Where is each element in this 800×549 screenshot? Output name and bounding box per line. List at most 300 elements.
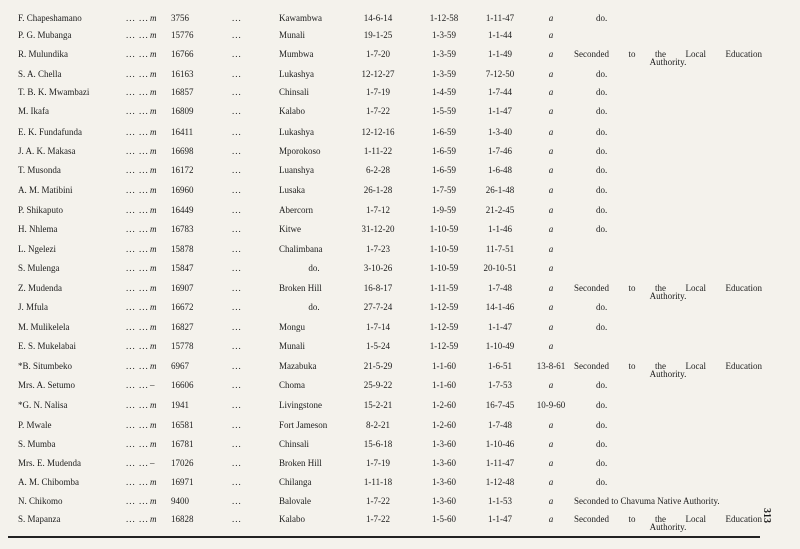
sex-marker: m bbox=[150, 205, 157, 215]
leader-dots: ... bbox=[232, 302, 242, 312]
date-appointed: 1-3-59 bbox=[432, 69, 456, 79]
table-row bbox=[0, 356, 800, 379]
leader-dots: ... ... bbox=[126, 496, 149, 506]
class-marker: a bbox=[548, 496, 554, 506]
sex-marker: m bbox=[150, 400, 157, 410]
class-marker: a bbox=[548, 185, 554, 195]
remarks: do. bbox=[596, 185, 608, 195]
leader-dots: ... ... bbox=[126, 146, 149, 156]
sex-marker: m bbox=[150, 439, 157, 449]
remarks: do. bbox=[596, 458, 608, 468]
remarks: do. bbox=[596, 302, 608, 312]
leader-dots: ... bbox=[232, 458, 242, 468]
leader-dots: ... ... bbox=[126, 458, 149, 468]
leader-dots: ... bbox=[232, 420, 242, 430]
leader-dots: ... ... bbox=[126, 302, 149, 312]
remarks-continuation: Authority. bbox=[649, 369, 687, 379]
leader-dots: ... bbox=[232, 127, 242, 137]
file-number: 16809 bbox=[171, 106, 194, 116]
date-first-appointment: 1-1-46 bbox=[488, 224, 512, 234]
date-first-appointment: 1-11-47 bbox=[485, 458, 515, 468]
file-number: 15847 bbox=[171, 263, 194, 273]
retirement-date: 10-9-60 bbox=[536, 400, 566, 410]
sex-marker: m bbox=[150, 146, 157, 156]
date-appointed: 1-10-59 bbox=[429, 263, 459, 273]
date-of-birth: 15-2-21 bbox=[363, 400, 393, 410]
date-first-appointment: 1-6-51 bbox=[488, 361, 512, 371]
officer-name: S. Mulenga bbox=[18, 263, 60, 273]
date-appointed: 1-10-59 bbox=[429, 224, 459, 234]
file-number: 16857 bbox=[171, 87, 194, 97]
date-appointed: 1-3-60 bbox=[432, 496, 456, 506]
class-marker: a bbox=[548, 49, 554, 59]
leader-dots: ... bbox=[232, 13, 242, 23]
station: Choma bbox=[279, 380, 305, 390]
date-appointed: 1-12-59 bbox=[429, 341, 459, 351]
leader-dots: ... ... bbox=[126, 477, 149, 487]
remarks: do. bbox=[596, 224, 608, 234]
station: Lukashya bbox=[279, 69, 314, 79]
station: Mporokoso bbox=[279, 146, 321, 156]
file-number: 3756 bbox=[171, 13, 189, 23]
remarks: do. bbox=[596, 127, 608, 137]
officer-name: J. A. K. Makasa bbox=[18, 146, 76, 156]
table-row bbox=[0, 509, 800, 532]
remarks-continuation: Authority. bbox=[649, 522, 687, 532]
table-row bbox=[0, 434, 800, 451]
leader-dots: ... ... bbox=[126, 106, 149, 116]
remarks-line: Seconded to Chavuma Native Authority. bbox=[574, 496, 720, 506]
date-appointed: 1-2-60 bbox=[432, 400, 456, 410]
leader-dots: ... ... bbox=[126, 400, 149, 410]
class-marker: a bbox=[548, 514, 554, 524]
date-first-appointment: 1-7-48 bbox=[488, 420, 512, 430]
sex-marker: m bbox=[150, 69, 157, 79]
file-number: 16449 bbox=[171, 205, 194, 215]
table-row bbox=[0, 297, 800, 314]
station: Mumbwa bbox=[279, 49, 314, 59]
remarks: do. bbox=[596, 165, 608, 175]
date-of-birth: 1-7-22 bbox=[366, 514, 390, 524]
leader-dots: ... bbox=[232, 263, 242, 273]
file-number: 15776 bbox=[171, 30, 194, 40]
leader-dots: ... ... bbox=[126, 30, 149, 40]
date-appointed: 1-11-59 bbox=[429, 283, 459, 293]
sex-marker: m bbox=[150, 185, 157, 195]
officer-name: A. M. Matibini bbox=[18, 185, 73, 195]
officer-name: T. Musonda bbox=[18, 165, 61, 175]
date-appointed: 1-2-60 bbox=[432, 420, 456, 430]
date-of-birth: 19-1-25 bbox=[363, 30, 393, 40]
date-appointed: 1-3-59 bbox=[432, 30, 456, 40]
table-row bbox=[0, 8, 800, 25]
leader-dots: ... bbox=[232, 224, 242, 234]
sex-marker: m bbox=[150, 514, 157, 524]
leader-dots: ... ... bbox=[126, 13, 149, 23]
date-first-appointment: 1-10-46 bbox=[485, 439, 515, 449]
table-row bbox=[0, 219, 800, 236]
officer-name: F. Chapeshamano bbox=[18, 13, 82, 23]
retirement-date: 13-8-61 bbox=[536, 361, 566, 371]
file-number: 16766 bbox=[171, 49, 194, 59]
sex-marker: m bbox=[150, 244, 157, 254]
sex-marker: m bbox=[150, 420, 157, 430]
file-number: 16971 bbox=[171, 477, 194, 487]
date-appointed: 1-4-59 bbox=[432, 87, 456, 97]
table-row bbox=[0, 453, 800, 470]
date-of-birth: 1-7-23 bbox=[366, 244, 390, 254]
class-marker: a bbox=[548, 146, 554, 156]
date-appointed: 1-10-59 bbox=[429, 244, 459, 254]
remarks: do. bbox=[596, 106, 608, 116]
date-first-appointment: 1-7-46 bbox=[488, 146, 512, 156]
table-row bbox=[0, 141, 800, 158]
leader-dots: ... ... bbox=[126, 127, 149, 137]
table-row bbox=[0, 239, 800, 256]
officer-name: M. Mulikelela bbox=[18, 322, 70, 332]
sex-marker: m bbox=[150, 13, 157, 23]
date-first-appointment: 20-10-51 bbox=[483, 263, 517, 273]
file-number: 16606 bbox=[171, 380, 194, 390]
sex-marker: m bbox=[150, 322, 157, 332]
file-number: 16581 bbox=[171, 420, 194, 430]
sex-marker: – bbox=[150, 380, 155, 390]
date-first-appointment: 1-7-53 bbox=[488, 380, 512, 390]
date-first-appointment: 1-1-47 bbox=[488, 514, 512, 524]
sex-marker: m bbox=[150, 302, 157, 312]
date-first-appointment: 1-1-47 bbox=[488, 106, 512, 116]
date-of-birth: 1-7-22 bbox=[366, 496, 390, 506]
date-appointed: 1-1-60 bbox=[432, 361, 456, 371]
date-first-appointment: 1-11-47 bbox=[485, 13, 515, 23]
date-first-appointment: 1-1-49 bbox=[488, 49, 512, 59]
date-of-birth: 8-2-21 bbox=[366, 420, 390, 430]
officer-name: N. Chikomo bbox=[18, 496, 63, 506]
class-marker: a bbox=[548, 13, 554, 23]
date-appointed: 1-3-60 bbox=[432, 458, 456, 468]
file-number: 15778 bbox=[171, 341, 194, 351]
class-marker: a bbox=[548, 420, 554, 430]
date-of-birth: 26-1-28 bbox=[363, 185, 393, 195]
officer-name: A. M. Chibomba bbox=[18, 477, 80, 487]
officer-name: S. A. Chella bbox=[18, 69, 62, 79]
date-first-appointment: 1-1-44 bbox=[488, 30, 512, 40]
class-marker: a bbox=[548, 224, 554, 234]
leader-dots: ... bbox=[232, 244, 242, 254]
class-marker: a bbox=[548, 30, 554, 40]
leader-dots: ... bbox=[232, 205, 242, 215]
date-appointed: 1-7-59 bbox=[432, 185, 456, 195]
table-row bbox=[0, 82, 800, 99]
leader-dots: ... ... bbox=[126, 380, 149, 390]
leader-dots: ... ... bbox=[126, 87, 149, 97]
sex-marker: m bbox=[150, 496, 157, 506]
class-marker: a bbox=[548, 439, 554, 449]
leader-dots: ... ... bbox=[126, 69, 149, 79]
class-marker: a bbox=[548, 322, 554, 332]
table-row bbox=[0, 375, 800, 392]
date-of-birth: 1-7-19 bbox=[366, 87, 390, 97]
file-number: 16827 bbox=[171, 322, 194, 332]
leader-dots: ... bbox=[232, 439, 242, 449]
station: Mazabuka bbox=[279, 361, 317, 371]
table-row bbox=[0, 278, 800, 301]
file-number: 16783 bbox=[171, 224, 194, 234]
date-of-birth: 1-7-20 bbox=[366, 49, 390, 59]
file-number: 1941 bbox=[171, 400, 189, 410]
table-row bbox=[0, 472, 800, 489]
date-of-birth: 14-6-14 bbox=[363, 13, 393, 23]
sex-marker: m bbox=[150, 263, 157, 273]
table-row bbox=[0, 491, 800, 508]
officer-name: E. S. Mukelabai bbox=[18, 341, 76, 351]
class-marker: a bbox=[548, 458, 554, 468]
remarks-line: Seconded to the Local Education bbox=[574, 49, 762, 59]
date-first-appointment: 1-6-48 bbox=[488, 165, 512, 175]
file-number: 17026 bbox=[171, 458, 194, 468]
leader-dots: ... ... bbox=[126, 322, 149, 332]
leader-dots: ... ... bbox=[126, 263, 149, 273]
officer-name: H. Nhlema bbox=[18, 224, 58, 234]
sex-marker: m bbox=[150, 49, 157, 59]
station: Chinsali bbox=[279, 439, 310, 449]
leader-dots: ... bbox=[232, 380, 242, 390]
file-number: 15878 bbox=[171, 244, 194, 254]
table-row bbox=[0, 101, 800, 118]
date-of-birth: 1-11-18 bbox=[363, 477, 393, 487]
remarks: do. bbox=[596, 380, 608, 390]
class-marker: a bbox=[548, 341, 554, 351]
leader-dots: ... ... bbox=[126, 361, 149, 371]
class-marker: a bbox=[548, 165, 554, 175]
officer-name: P. Mwale bbox=[18, 420, 52, 430]
table-row bbox=[0, 44, 800, 67]
officer-name: E. K. Fundafunda bbox=[18, 127, 82, 137]
date-first-appointment: 21-2-45 bbox=[485, 205, 515, 215]
date-of-birth: 1-7-12 bbox=[366, 205, 390, 215]
leader-dots: ... bbox=[232, 87, 242, 97]
class-marker: a bbox=[548, 205, 554, 215]
date-appointed: 1-9-59 bbox=[432, 205, 456, 215]
sex-marker: m bbox=[150, 283, 157, 293]
remarks: do. bbox=[596, 146, 608, 156]
station: Chalimbana bbox=[279, 244, 323, 254]
date-first-appointment: 1-7-48 bbox=[488, 283, 512, 293]
leader-dots: ... ... bbox=[126, 420, 149, 430]
date-of-birth: 12-12-16 bbox=[361, 127, 395, 137]
remarks: do. bbox=[596, 439, 608, 449]
file-number: 6967 bbox=[171, 361, 189, 371]
station: Mongu bbox=[279, 322, 306, 332]
station: Balovale bbox=[279, 496, 311, 506]
leader-dots: ... ... bbox=[126, 224, 149, 234]
station: Munali bbox=[279, 341, 305, 351]
station: Broken Hill bbox=[279, 458, 322, 468]
date-of-birth: 1-5-24 bbox=[366, 341, 390, 351]
bottom-rule bbox=[8, 536, 760, 538]
date-appointed: 1-1-60 bbox=[432, 380, 456, 390]
class-marker: a bbox=[548, 477, 554, 487]
date-appointed: 1-3-60 bbox=[432, 439, 456, 449]
officer-name: M. Ikafa bbox=[18, 106, 49, 116]
sex-marker: m bbox=[150, 341, 157, 351]
date-first-appointment: 16-7-45 bbox=[485, 400, 515, 410]
officer-name: *B. Situmbeko bbox=[18, 361, 73, 371]
remarks: do. bbox=[596, 420, 608, 430]
remarks: do. bbox=[596, 322, 608, 332]
date-appointed: 1-6-59 bbox=[432, 146, 456, 156]
date-appointed: 1-5-59 bbox=[432, 106, 456, 116]
leader-dots: ... ... bbox=[126, 185, 149, 195]
file-number: 16172 bbox=[171, 165, 194, 175]
table-row bbox=[0, 25, 800, 42]
officer-name: P. Shikaputo bbox=[18, 205, 64, 215]
sex-marker: m bbox=[150, 361, 157, 371]
officer-name: S. Mumba bbox=[18, 439, 56, 449]
leader-dots: ... bbox=[232, 185, 242, 195]
officer-name: J. Mfula bbox=[18, 302, 48, 312]
leader-dots: ... bbox=[232, 69, 242, 79]
class-marker: a bbox=[548, 302, 554, 312]
station: Kawambwa bbox=[279, 13, 322, 23]
station: Kalabo bbox=[279, 514, 305, 524]
sex-marker: – bbox=[150, 458, 155, 468]
officer-name: P. G. Mubanga bbox=[18, 30, 72, 40]
date-appointed: 1-3-60 bbox=[432, 477, 456, 487]
file-number: 16698 bbox=[171, 146, 194, 156]
table-row bbox=[0, 395, 800, 412]
table-row bbox=[0, 336, 800, 353]
leader-dots: ... bbox=[232, 361, 242, 371]
class-marker: a bbox=[548, 127, 554, 137]
file-number: 16163 bbox=[171, 69, 194, 79]
class-marker: a bbox=[548, 283, 554, 293]
station: Livingstone bbox=[279, 400, 322, 410]
date-appointed: 1-12-59 bbox=[429, 302, 459, 312]
remarks: do. bbox=[596, 205, 608, 215]
officer-name: Z. Mudenda bbox=[18, 283, 62, 293]
remarks: do. bbox=[596, 69, 608, 79]
station: Abercorn bbox=[279, 205, 313, 215]
remarks-continuation: Authority. bbox=[649, 57, 687, 67]
station: Lusaka bbox=[279, 185, 305, 195]
remarks: do. bbox=[596, 87, 608, 97]
remarks-line: Seconded to the Local Education bbox=[574, 283, 762, 293]
remarks-line: Seconded to the Local Education bbox=[574, 514, 762, 524]
station: do. bbox=[308, 302, 320, 312]
officer-name: *G. N. Nalisa bbox=[18, 400, 68, 410]
date-first-appointment: 7-12-50 bbox=[485, 69, 515, 79]
remarks: do. bbox=[596, 477, 608, 487]
remarks bbox=[574, 513, 762, 533]
class-marker: a bbox=[548, 263, 554, 273]
file-number: 16828 bbox=[171, 514, 194, 524]
date-of-birth: 12-12-27 bbox=[361, 69, 395, 79]
sex-marker: m bbox=[150, 106, 157, 116]
leader-dots: ... ... bbox=[126, 439, 149, 449]
leader-dots: ... ... bbox=[126, 514, 149, 524]
date-appointed: 1-6-59 bbox=[432, 165, 456, 175]
sex-marker: m bbox=[150, 87, 157, 97]
station: do. bbox=[308, 263, 320, 273]
leader-dots: ... ... bbox=[126, 283, 149, 293]
date-of-birth: 16-8-17 bbox=[363, 283, 393, 293]
date-of-birth: 6-2-28 bbox=[366, 165, 390, 175]
station: Munali bbox=[279, 30, 305, 40]
file-number: 16411 bbox=[171, 127, 194, 137]
station: Fort Jameson bbox=[279, 420, 328, 430]
class-marker: a bbox=[548, 380, 554, 390]
file-number: 16672 bbox=[171, 302, 194, 312]
class-marker: a bbox=[548, 244, 554, 254]
date-first-appointment: 1-10-49 bbox=[485, 341, 515, 351]
station: Kitwe bbox=[279, 224, 301, 234]
leader-dots: ... bbox=[232, 106, 242, 116]
date-of-birth: 1-7-19 bbox=[366, 458, 390, 468]
leader-dots: ... bbox=[232, 496, 242, 506]
leader-dots: ... bbox=[232, 146, 242, 156]
table-row bbox=[0, 160, 800, 177]
leader-dots: ... bbox=[232, 30, 242, 40]
date-of-birth: 27-7-24 bbox=[363, 302, 393, 312]
leader-dots: ... bbox=[232, 322, 242, 332]
date-first-appointment: 26-1-48 bbox=[485, 185, 515, 195]
leader-dots: ... bbox=[232, 341, 242, 351]
date-of-birth: 3-10-26 bbox=[363, 263, 393, 273]
date-of-birth: 31-12-20 bbox=[361, 224, 395, 234]
date-first-appointment: 14-1-46 bbox=[485, 302, 515, 312]
date-appointed: 1-6-59 bbox=[432, 127, 456, 137]
leader-dots: ... bbox=[232, 514, 242, 524]
table-row bbox=[0, 258, 800, 275]
sex-marker: m bbox=[150, 224, 157, 234]
date-first-appointment: 1-1-47 bbox=[488, 322, 512, 332]
class-marker: a bbox=[548, 106, 554, 116]
station: Lukashya bbox=[279, 127, 314, 137]
class-marker: a bbox=[548, 87, 554, 97]
date-of-birth: 15-6-18 bbox=[363, 439, 393, 449]
sex-marker: m bbox=[150, 30, 157, 40]
station: Broken Hill bbox=[279, 283, 322, 293]
table-row bbox=[0, 317, 800, 334]
date-first-appointment: 1-12-48 bbox=[485, 477, 515, 487]
leader-dots: ... ... bbox=[126, 165, 149, 175]
station: Kalabo bbox=[279, 106, 305, 116]
remarks: do. bbox=[596, 13, 608, 23]
table-row bbox=[0, 122, 800, 139]
remarks-continuation: Authority. bbox=[649, 291, 687, 301]
leader-dots: ... bbox=[232, 49, 242, 59]
sex-marker: m bbox=[150, 165, 157, 175]
table-row bbox=[0, 64, 800, 81]
leader-dots: ... bbox=[232, 165, 242, 175]
remarks: do. bbox=[596, 400, 608, 410]
officer-name: R. Mulundika bbox=[18, 49, 69, 59]
sex-marker: m bbox=[150, 127, 157, 137]
station: Luanshya bbox=[279, 165, 314, 175]
class-marker: a bbox=[548, 69, 554, 79]
date-of-birth: 1-7-14 bbox=[366, 322, 390, 332]
date-appointed: 1-5-60 bbox=[432, 514, 456, 524]
officer-name: S. Mapanza bbox=[18, 514, 61, 524]
officer-name: Mrs. E. Mudenda bbox=[18, 458, 81, 468]
leader-dots: ... bbox=[232, 283, 242, 293]
table-row bbox=[0, 415, 800, 432]
date-appointed: 1-3-59 bbox=[432, 49, 456, 59]
file-number: 16781 bbox=[171, 439, 194, 449]
officer-name: Mrs. A. Setumo bbox=[18, 380, 76, 390]
file-number: 16907 bbox=[171, 283, 194, 293]
